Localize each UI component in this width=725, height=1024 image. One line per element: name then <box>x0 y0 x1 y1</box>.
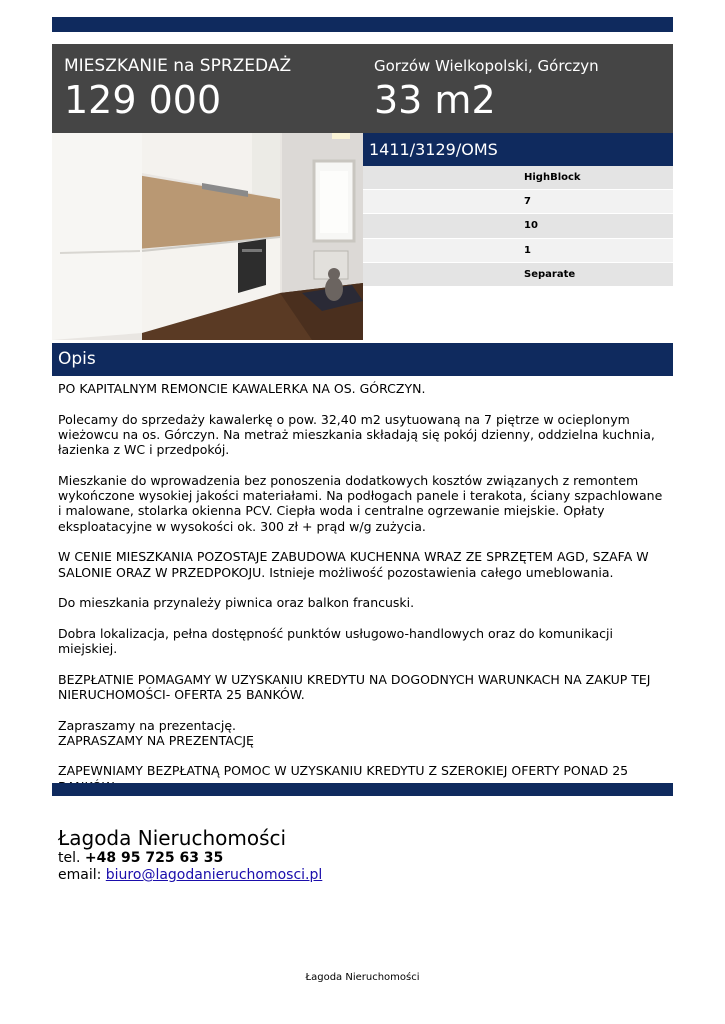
top-accent-bar <box>52 17 673 32</box>
description-paragraph: W CENIE MIESZKANIA POZOSTAJE ZABUDOWA KUCHENNA WRAZ ZE SPRZĘTEM AGD, SZAFA W SALONIE ORAZ W PRZEDPOKOJU. Istnieje możliwość pozostawienia całego umeblowania. <box>58 549 649 580</box>
listing-details-table <box>363 166 673 287</box>
detail-row-building-type: HighBlock <box>363 166 673 190</box>
email-link[interactable]: biuro@lagodanieruchomosci.pl <box>105 867 323 883</box>
description-paragraph: Zapraszamy na prezentację. ZAPRASZAMY NA PREZENTACJĘ <box>58 717 254 748</box>
agency-email-line <box>58 867 322 884</box>
bottom-accent-bar <box>52 783 673 796</box>
agency-phone-line <box>58 850 322 867</box>
detail-row-rooms: 1 <box>363 239 673 263</box>
description-paragraph: Dobra lokalizacja, pełna dostępność punktów usługowo-handlowych oraz do komunikacji miejskiej. <box>58 625 613 657</box>
description-heading: Opis <box>52 343 673 376</box>
agency-contact <box>58 826 322 884</box>
detail-row-total-floors: 10 <box>363 214 673 238</box>
description-paragraph: Polecamy do sprzedaży kawalerkę o pow. 32,40 m2 usytuowaną na 7 piętrze w ocieplonym wieżowcu na os. Górczyn. Na metraż mieszkania składają się pokój dzienny, oddzielna kuchnia, łazienka z WC i przedpokój. <box>58 411 655 458</box>
description-paragraph: BEZPŁATNIE POMAGAMY W UZYSKANIU KREDYTU NA DOGODNYCH WARUNKACH NA ZAKUP TEJ NIERUCHOMOŚCI- OFERTA 25 BANKÓW. <box>58 671 651 702</box>
phone-label: tel. <box>58 850 81 866</box>
listing-area: 33 m2 <box>374 78 496 122</box>
apartment-photo <box>52 133 363 340</box>
description-paragraph: Do mieszkania przynależy piwnica oraz balkon francuski. <box>58 595 415 611</box>
description-paragraph: ZAPEWNIAMY BEZPŁATNĄ POMOC W UZYSKANIU KREDYTU Z SZEROKIEJ OFERTY PONAD 25 <box>58 763 629 779</box>
description-body <box>58 381 668 809</box>
email-label: email: <box>58 867 102 883</box>
detail-row-floor: 7 <box>363 190 673 214</box>
listing-reference: 1411/3129/OMS <box>363 133 673 166</box>
listing-price: 129 000 <box>64 78 222 122</box>
listing-header <box>52 44 673 133</box>
listing-type: MIESZKANIE na SPRZEDAŻ <box>64 56 292 76</box>
footer-text: Łagoda Nieruchomości <box>305 972 420 983</box>
agency-name: Łagoda Nieruchomości <box>58 826 287 850</box>
phone-number: +48 95 725 63 35 <box>84 850 224 866</box>
listing-location: Gorzów Wielkopolski, Górczyn <box>374 57 599 75</box>
detail-row-kitchen: Separate <box>363 263 673 287</box>
description-paragraph: Mieszkanie do wprowadzenia bez ponoszenia dodatkowych kosztów związanych z remontem wykończone wysokiej jakości materiałami. Na podłogach panele i terakota, ściany szpachlowane i malowane, stolarka okienna PCV. Ciepła woda i centralne ogrzewanie miejskie. Opłaty eksploatacyjne w wysokości ok. 300 zł + prąd w/g zużycia. <box>58 472 663 534</box>
description-paragraph: PO KAPITALNYM REMONCIE KAWALERKA NA OS. GÓRCZYN. <box>58 381 426 396</box>
